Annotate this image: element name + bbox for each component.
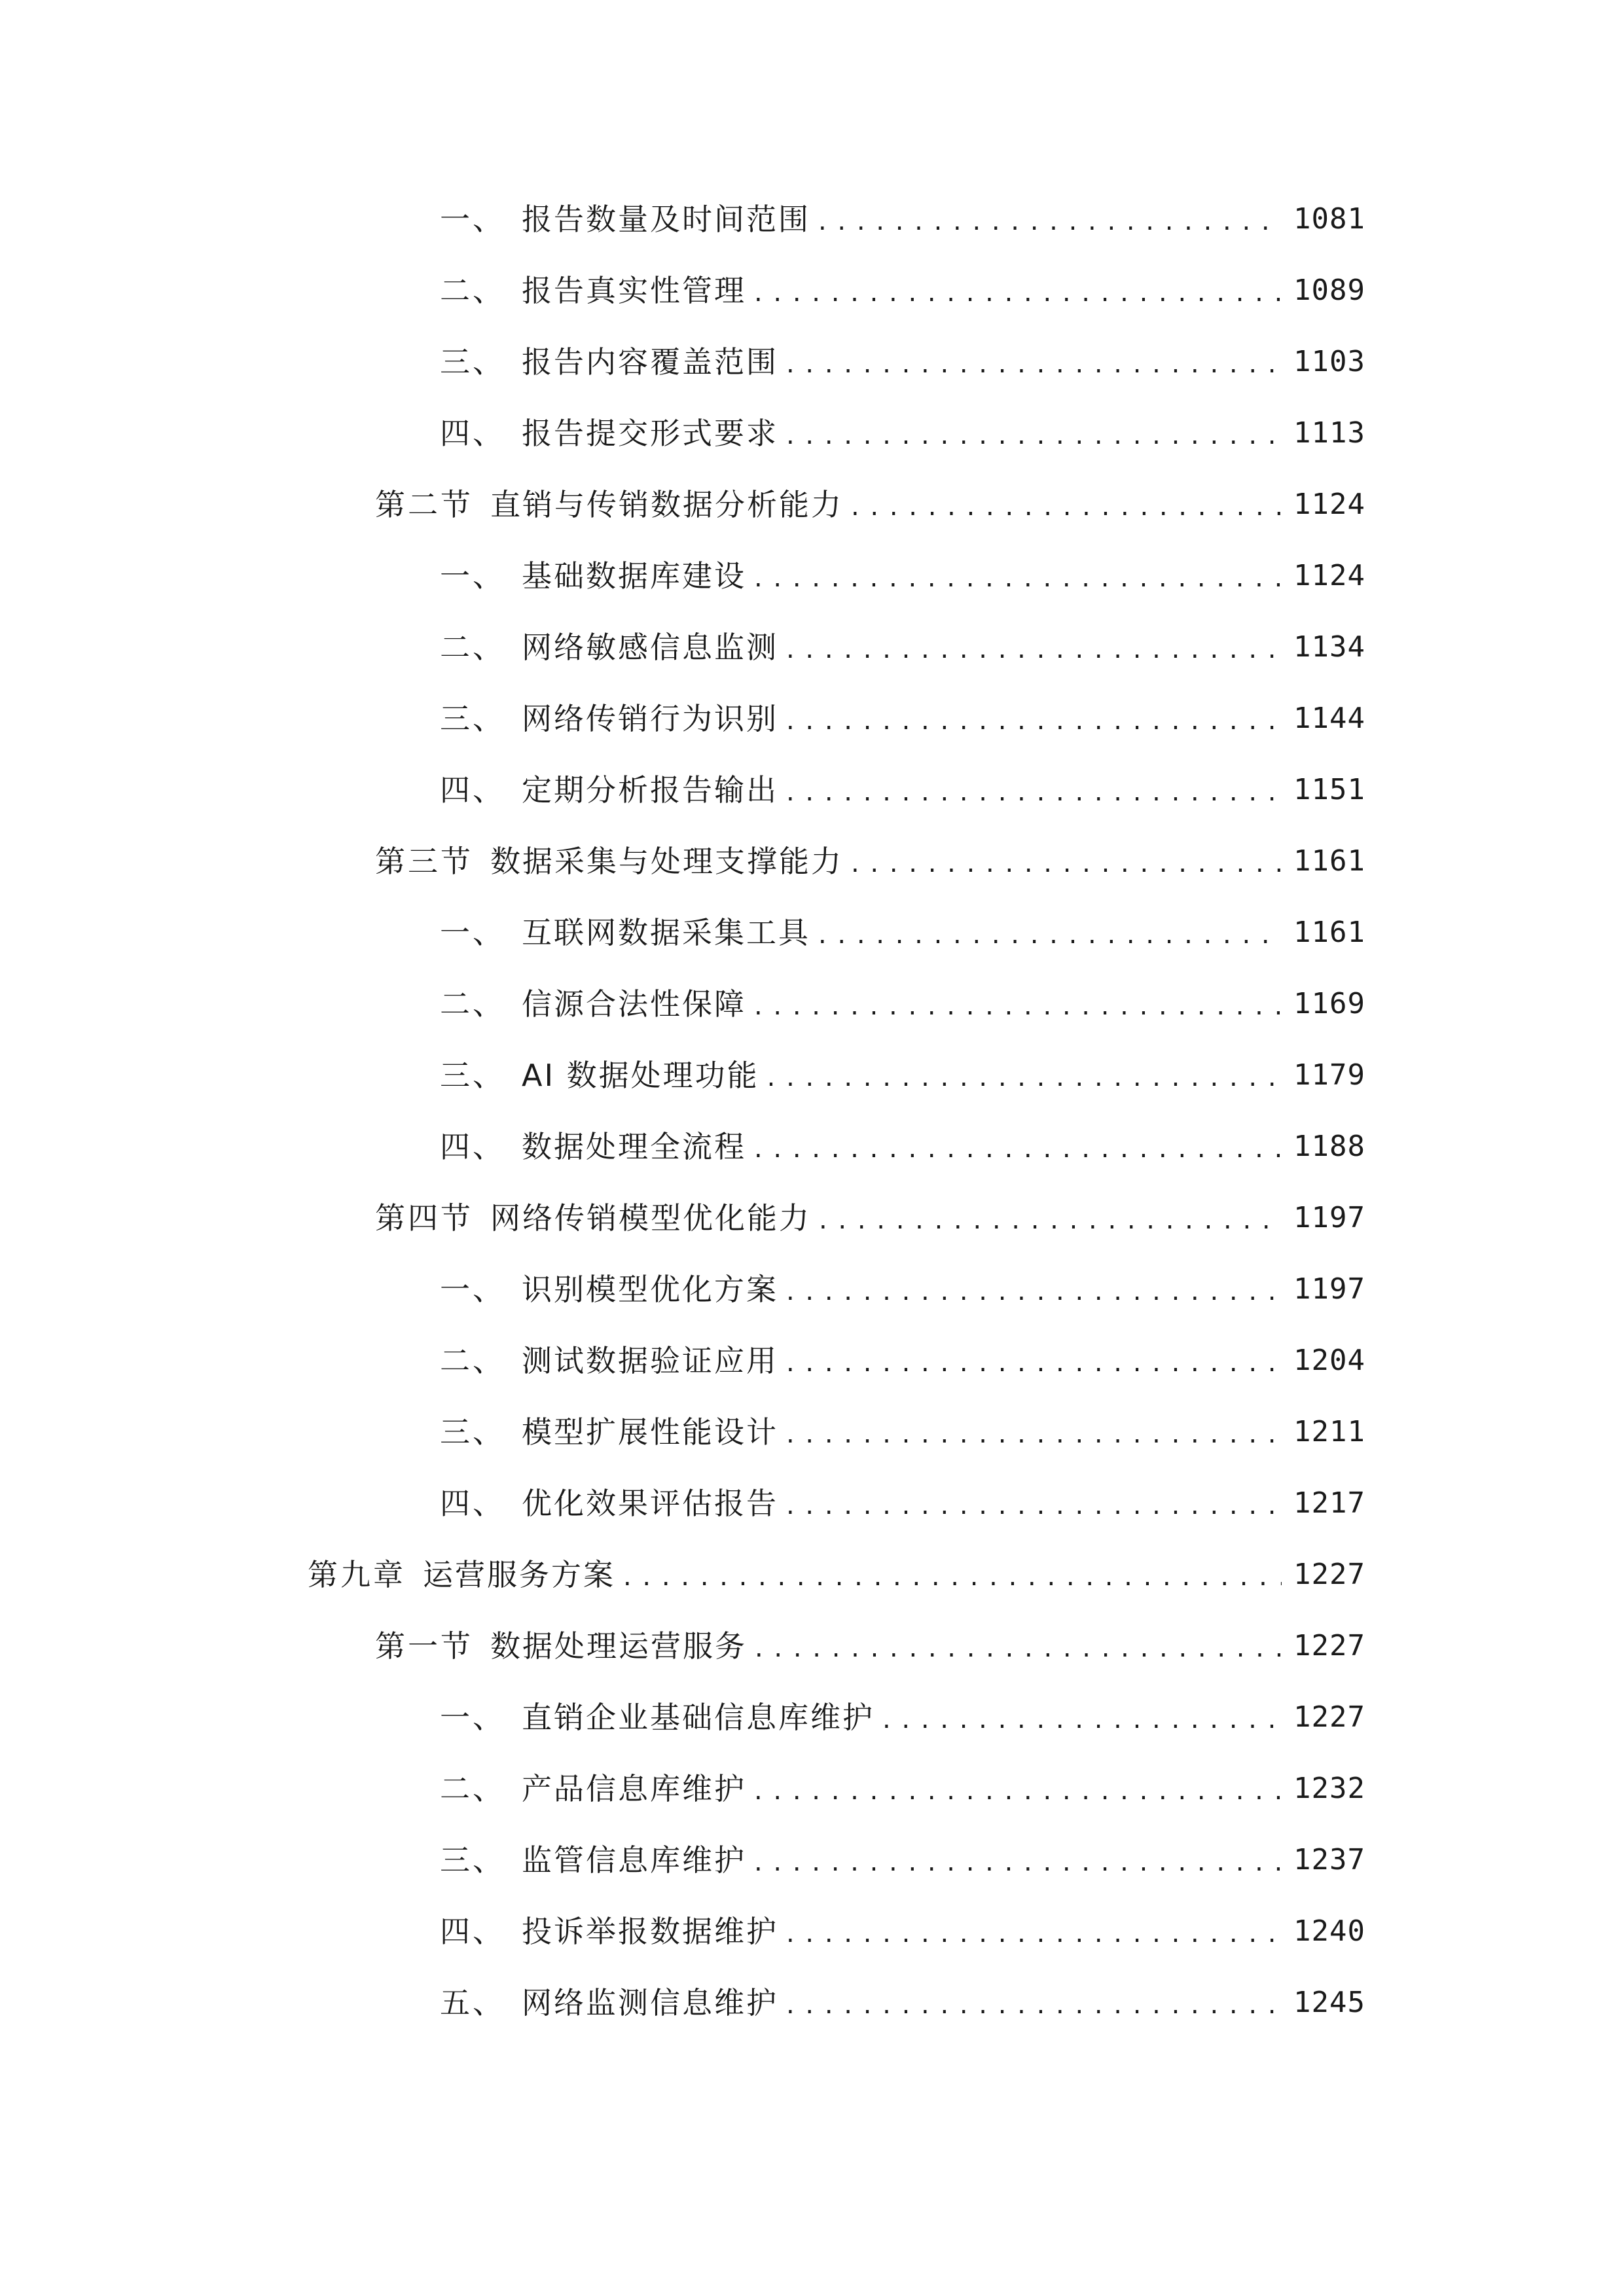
toc-entry[interactable] — [440, 978, 1365, 1030]
toc-entry-number: 一、 — [440, 915, 505, 950]
toc-entry[interactable] — [440, 1905, 1365, 1958]
toc-dot-leader — [819, 1192, 1282, 1244]
toc-entry-number: 二、 — [440, 630, 505, 665]
toc-entry-title: 数据处理全流程 — [522, 1129, 746, 1164]
toc-entry-number: 二、 — [440, 1771, 505, 1806]
toc-entry[interactable] — [440, 1477, 1365, 1530]
toc-entry-page: 1197 — [1293, 1272, 1365, 1306]
toc-entry-number: 三、 — [440, 1842, 505, 1878]
toc-entry[interactable] — [440, 1263, 1365, 1316]
toc-dot-leader — [754, 264, 1282, 317]
toc-entry-title: 数据处理运营服务 — [490, 1628, 747, 1664]
toc-entry-page: 1124 — [1293, 559, 1365, 592]
toc-dot-leader — [786, 1263, 1282, 1316]
toc-entry-title: 基础数据库建设 — [522, 558, 746, 594]
toc-entry[interactable] — [440, 1121, 1365, 1173]
toc-entry[interactable] — [440, 764, 1365, 816]
toc-entry-page: 1227 — [1293, 1629, 1365, 1662]
toc-entry[interactable] — [440, 1406, 1365, 1458]
toc-entry[interactable] — [440, 1335, 1365, 1387]
toc-dot-leader — [786, 407, 1282, 459]
toc-entry[interactable] — [440, 1691, 1365, 1744]
toc-entry[interactable] — [440, 1977, 1365, 2029]
toc-entry[interactable] — [440, 1049, 1365, 1102]
toc-entry-title: 定期分析报告输出 — [522, 772, 778, 808]
toc-entry-title: 优化效果评估报告 — [522, 1486, 778, 1521]
toc-entry-page: 1188 — [1293, 1130, 1365, 1163]
toc-entry-title: AI 数据处理功能 — [522, 1058, 759, 1093]
toc-dot-leader — [786, 1977, 1282, 2029]
toc-entry-page: 1134 — [1293, 630, 1365, 664]
toc-entry-page: 1237 — [1293, 1843, 1365, 1876]
toc-entry-number: 三、 — [440, 1414, 505, 1450]
toc-dot-leader — [767, 1049, 1282, 1102]
toc-entry[interactable] — [440, 193, 1365, 245]
toc-entry-title: 报告提交形式要求 — [522, 416, 778, 451]
toc-entry[interactable] — [440, 1763, 1365, 1815]
toc-dot-leader — [754, 550, 1282, 602]
toc-entry-number: 一、 — [440, 202, 505, 237]
toc-entry-title: 投诉举报数据维护 — [522, 1914, 778, 1949]
toc-dot-leader — [786, 692, 1282, 745]
toc-entry-page: 1245 — [1293, 1986, 1365, 2019]
toc-dot-leader — [754, 1834, 1282, 1886]
toc-entry-number: 一、 — [440, 558, 505, 594]
toc-entry-number: 三、 — [440, 701, 505, 736]
toc-entry[interactable] — [375, 1620, 1365, 1672]
toc-entry-number: 四、 — [440, 1129, 505, 1164]
toc-entry-page: 1161 — [1293, 916, 1365, 949]
toc-entry-page: 1217 — [1293, 1486, 1365, 1520]
toc-entry-page: 1179 — [1293, 1058, 1365, 1092]
toc-entry-number: 第九章 — [308, 1557, 406, 1592]
toc-dot-leader — [818, 193, 1282, 245]
toc-entry-page: 1204 — [1293, 1344, 1365, 1377]
toc-entry-page: 1081 — [1293, 202, 1365, 236]
toc-dot-leader — [786, 1335, 1282, 1387]
toc-entry-number: 五、 — [440, 1985, 505, 2020]
toc-entry-title: 报告数量及时间范围 — [522, 202, 810, 237]
toc-dot-leader — [786, 1406, 1282, 1458]
toc-dot-leader — [754, 1121, 1282, 1173]
toc-entry-title: 报告内容覆盖范围 — [522, 344, 778, 380]
toc-entry-title: 运营服务方案 — [423, 1557, 615, 1592]
toc-entry-number: 二、 — [440, 986, 505, 1022]
toc-dot-leader — [882, 1691, 1282, 1744]
toc-entry-page: 1124 — [1293, 488, 1365, 521]
toc-entry-page: 1113 — [1293, 416, 1365, 450]
toc-entry[interactable] — [440, 1834, 1365, 1886]
toc-dot-leader — [754, 1763, 1282, 1815]
toc-entry[interactable] — [440, 550, 1365, 602]
toc-entry-title: 互联网数据采集工具 — [522, 915, 810, 950]
toc-entry-title: 网络传销模型优化能力 — [490, 1200, 811, 1236]
toc-entry-number: 一、 — [440, 1272, 505, 1307]
toc-entry[interactable] — [440, 621, 1365, 673]
toc-entry-title: 报告真实性管理 — [522, 273, 746, 308]
toc-entry[interactable] — [440, 692, 1365, 745]
toc-entry-number: 一、 — [440, 1700, 505, 1735]
toc-entry[interactable] — [440, 336, 1365, 388]
toc-dot-leader — [786, 764, 1282, 816]
toc-entry-title: 模型扩展性能设计 — [522, 1414, 778, 1450]
toc-entry-title: 直销企业基础信息库维护 — [522, 1700, 875, 1735]
toc-entry-number: 第四节 — [375, 1200, 473, 1236]
toc-entry[interactable] — [440, 407, 1365, 459]
toc-entry-page: 1089 — [1293, 274, 1365, 307]
toc-entry-page: 1232 — [1293, 1772, 1365, 1805]
toc-entry-page: 1161 — [1293, 844, 1365, 878]
toc-entry-title: 直销与传销数据分析能力 — [490, 487, 843, 522]
toc-entry-page: 1240 — [1293, 1914, 1365, 1948]
toc-entry-number: 四、 — [440, 416, 505, 451]
toc-dot-leader — [754, 978, 1282, 1030]
toc-entry-title: 网络传销行为识别 — [522, 701, 778, 736]
toc-entry-number: 三、 — [440, 344, 505, 380]
toc-entry[interactable] — [375, 1192, 1365, 1244]
toc-dot-leader — [786, 1905, 1282, 1958]
toc-entry-page: 1197 — [1293, 1201, 1365, 1234]
toc-entry-number: 二、 — [440, 273, 505, 308]
toc-entry-title: 信源合法性保障 — [522, 986, 746, 1022]
toc-entry[interactable] — [440, 264, 1365, 317]
toc-entry-number: 第一节 — [375, 1628, 473, 1664]
toc-entry-page: 1211 — [1293, 1415, 1365, 1448]
toc-entry-number: 第三节 — [375, 844, 473, 879]
toc-entry-title: 网络监测信息维护 — [522, 1985, 778, 2020]
toc-entry-title: 测试数据验证应用 — [522, 1343, 778, 1378]
toc-dot-leader — [851, 478, 1282, 531]
toc-dot-leader — [786, 336, 1282, 388]
toc-entry-number: 四、 — [440, 772, 505, 808]
toc-entry[interactable] — [440, 906, 1365, 959]
toc-dot-leader — [623, 1549, 1282, 1601]
toc-entry-page: 1151 — [1293, 773, 1365, 806]
toc-entry-page: 1169 — [1293, 987, 1365, 1020]
toc-entry-title: 数据采集与处理支撑能力 — [490, 844, 843, 879]
toc-entry-number: 四、 — [440, 1486, 505, 1521]
toc-entry-page: 1103 — [1293, 345, 1365, 378]
toc-entry-number: 第二节 — [375, 487, 473, 522]
toc-entry-number: 二、 — [440, 1343, 505, 1378]
toc-dot-leader — [818, 906, 1282, 959]
toc-entry-page: 1227 — [1293, 1700, 1365, 1734]
toc-entry-title: 识别模型优化方案 — [522, 1272, 778, 1307]
toc-entry-number: 四、 — [440, 1914, 505, 1949]
toc-entry-title: 产品信息库维护 — [522, 1771, 746, 1806]
toc-dot-leader — [755, 1620, 1282, 1672]
toc-dot-leader — [786, 1477, 1282, 1530]
toc-entry-page: 1227 — [1293, 1558, 1365, 1591]
toc-entry-title: 监管信息库维护 — [522, 1842, 746, 1878]
toc-entry[interactable] — [375, 478, 1365, 531]
toc-entry-number: 三、 — [440, 1058, 505, 1093]
toc-entry-page: 1144 — [1293, 702, 1365, 735]
toc-dot-leader — [851, 835, 1282, 888]
toc-entry[interactable] — [375, 835, 1365, 888]
toc-entry-title: 网络敏感信息监测 — [522, 630, 778, 665]
toc-dot-leader — [786, 621, 1282, 673]
toc-entry[interactable] — [308, 1549, 1365, 1601]
